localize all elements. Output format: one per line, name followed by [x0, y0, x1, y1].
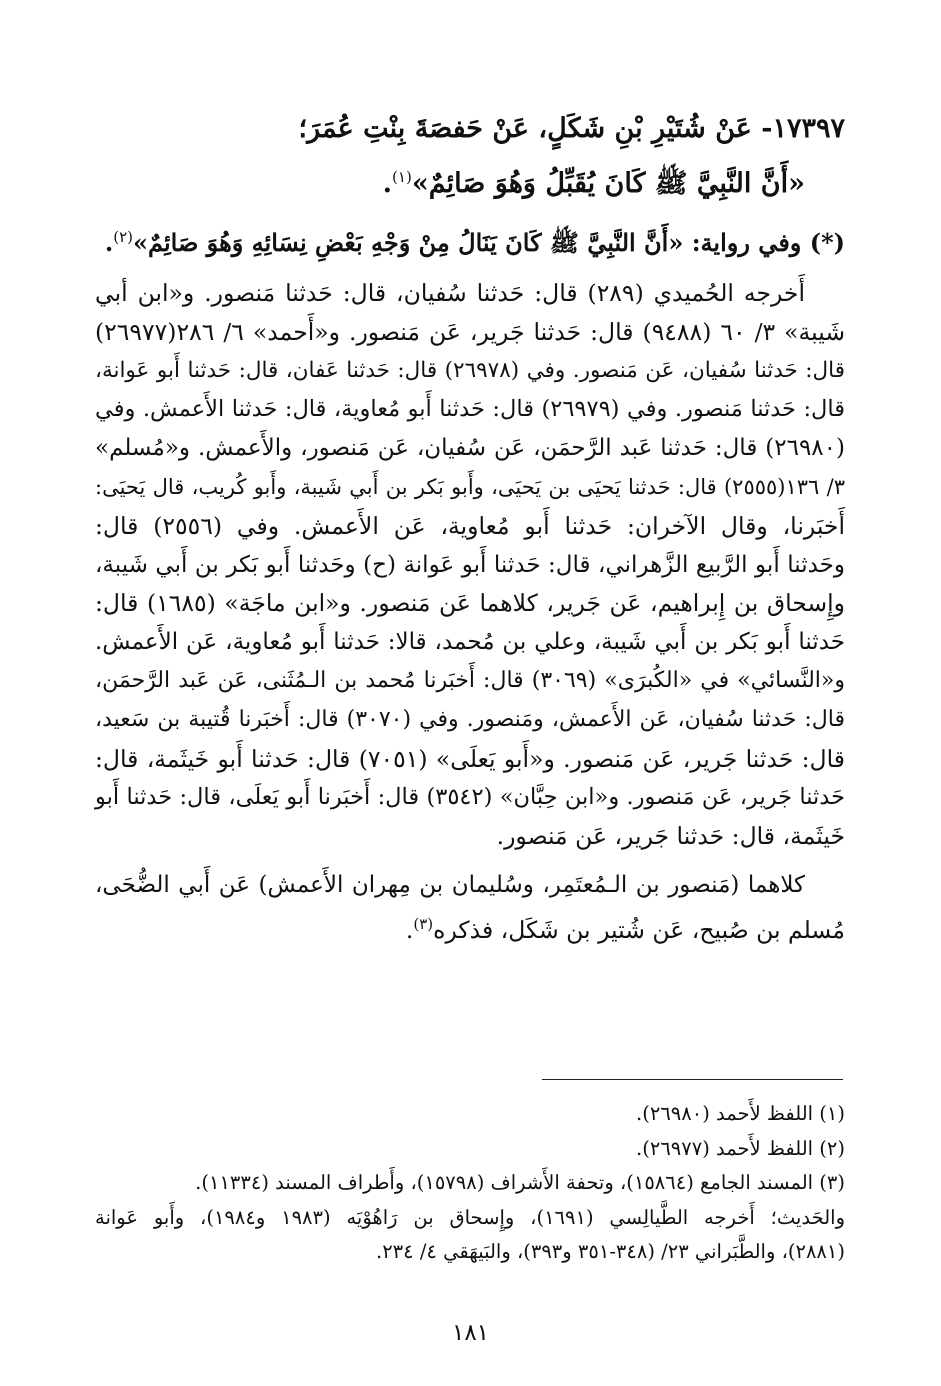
takhrij-line: وحَدثنا أَبو الرَّبيع الزَّهراني، قال: حَدثنا أَبو عَوانة (ح) وحَدثنا أَبو بَكر بن أَبي شَيبة،: [95, 551, 845, 578]
hadith-riwaya: [95, 212, 845, 268]
takhrij-line: خَيثَمة، قال: حَدثنا جَرير، عَن مَنصور.: [496, 822, 845, 851]
page-body: [95, 105, 845, 949]
footnote-3-continued: والحَديث؛ أَخرجه الطَّيالِسي (١٦٩١)، وإِسحاق بن رَاهُوْيَه (١٩٨٣ و١٩٨٤)، وأَبو عَوانة: [95, 1205, 845, 1229]
summary-line-text: مُسلم بن صُبيح، عَن شُتير بن شَكَل، فذكره: [433, 915, 845, 944]
takhrij-line: قال: حَدثنا جَرير، عَن مَنصور. و«أَبو يَعلَى» (٧٠٥١) قال: حَدثنا أَبو خَيثَمة، قال:: [95, 744, 845, 773]
takhrij-line: و«النَّسائي» في «الكُبرَى» (٣٠٦٩) قال: أَخبَرنا مُحمد بن الـمُثَنى، عَن عَبد الرَّحمَن،: [95, 667, 845, 693]
takhrij-line: حَدثنا جَرير، عَن مَنصور. و«ابن حِبَّان» (٣٥٤٢) قال: أَخبَرنا أَبو يَعلَى، قال: حَدثنا أَبو: [95, 784, 845, 811]
page-number: ١٨١: [451, 1320, 490, 1346]
summary-line: كلاهما (مَنصور بن الـمُعتَمِر، وسُليمان بن مِهران الأَعمش) عَن أَبي الضُّحَى،: [95, 871, 805, 898]
hadith-matn: [95, 153, 845, 208]
footnote-2: (٢) اللفظ لأَحمد (٢٦٩٧٧).: [636, 1136, 845, 1160]
takhrij-line: أَخبَرنا، وقال الآخران: حَدثنا أَبو مُعاوية، عَن الأَعمش. وفي (٢٥٥٦) قال:: [95, 511, 845, 540]
hadith-isnad: [95, 105, 845, 153]
takhrij-line: (٢٦٩٨٠) قال: حَدثنا عَبد الرَّحمَن، عَن سُفيان، عَن مَنصور، والأَعمش. و«مُسلم»: [95, 435, 845, 462]
footnote-1: (١) اللفظ لأَحمد (٢٦٩٨٠).: [636, 1102, 845, 1125]
footnote-ref-2[interactable]: (٢): [113, 228, 133, 246]
takhrij-paragraph: [95, 274, 845, 856]
hadith-isnad-text: ١٧٣٩٧- عَنْ شُتَيْرِ بْنِ شَكَلٍ، عَنْ حَفصَةَ بِنْتِ عُمَرَ؛: [298, 113, 845, 144]
footnote-divider: [542, 1079, 843, 1080]
takhrij-line: قال: حَدثنا سُفيان، عَن الأَعمش، ومَنصور. وفي (٣٠٧٠) قال: أَخبَرنا قُتيبة بن سَعيد،: [95, 706, 845, 732]
footnotes: [95, 1097, 845, 1270]
takhrij-line: شَيبة» ٣/ ٦٠ (٩٤٨٨) قال: حَدثنا جَرير، عَن مَنصور. و«أَحمد» ٦/ ٢٨٦(٢٦٩٧٧): [95, 317, 846, 346]
footnote-ref-3[interactable]: (٣): [413, 914, 434, 933]
hadith-riwaya-text: (*) وفي رواية: «أَنَّ النَّبِيَّ ﷺ كَانَ يَنَالُ مِنْ وَجْهِ بَعْضِ نِسَائِهِ وَهُوَ صَائِمٌ»: [132, 228, 845, 257]
footnote-3-continued: (٢٨٨١)، والطَّبَراني ٢٣/ (٣٤٨-٣٥١ و٣٩٣)، والبَيهَقي ٤/ ٢٣٤.: [376, 1240, 845, 1263]
takhrij-line: قال: حَدثنا سُفيان، عَن مَنصور. وفي (٢٦٩٧٨) قال: حَدثنا عَفان، قال: حَدثنا أَبو عَوانة،: [95, 357, 845, 383]
summary-end: .: [405, 915, 414, 944]
summary-paragraph: [95, 866, 845, 949]
footnote-3: (٣) المسند الجامع (١٥٨٦٤)، وتحفة الأَشراف (١٥٧٩٨)، وأَطراف المسند (١١٣٣٤).: [195, 1171, 845, 1194]
hadith-riwaya-end: .: [104, 228, 114, 257]
takhrij-line: أَخرجه الحُميدي (٢٨٩) قال: حَدثنا سُفيان، قال: حَدثنا مَنصور. و«ابن أبي: [95, 279, 805, 307]
hadith-matn-text: «أَنَّ النَّبِيَّ ﷺ كَانَ يُقَبِّلُ وَهُوَ صَائِمٌ»: [411, 168, 805, 199]
hadith-matn-end: .: [382, 168, 393, 199]
footnote-ref-1[interactable]: (١): [392, 168, 412, 186]
summary-line-last: [95, 905, 845, 950]
takhrij-line: قال: حَدثنا مَنصور. وفي (٢٦٩٧٩) قال: حَدثنا أَبو مُعاوية، قال: حَدثنا الأَعمش. وفي: [95, 396, 846, 423]
takhrij-line: حَدثنا أَبو بَكر بن أَبي شَيبة، وعلي بن مُحمد، قالا: حَدثنا أَبو مُعاوية، عَن الأَعمش.: [95, 629, 845, 656]
takhrij-line: وإِسحاق بن إِبراهيم، عَن جَرير، كلاهما عَن مَنصور. و«ابن ماجَة» (١٦٨٥) قال:: [95, 589, 845, 618]
takhrij-line: ٣/ ١٣٦(٢٥٥٥) قال: حَدثنا يَحيَى بن يَحيَى، وأَبو بَكر بن أَبي شَيبة، وأَبو كُريب، قال يَحيَى:: [95, 474, 845, 499]
